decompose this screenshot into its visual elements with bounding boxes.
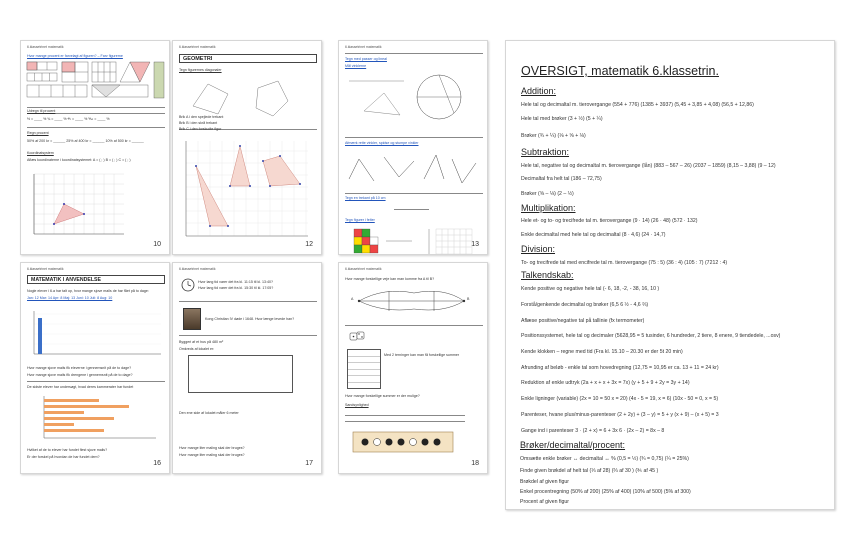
coordinate-grid xyxy=(29,169,129,239)
horizontal-bar-figure xyxy=(26,393,166,443)
subheading: Tegn med passer og lineal xyxy=(345,57,387,61)
subheading: Tegn figurernes diagonaler xyxy=(179,68,222,72)
task-line: Hvor mange forskellige summer er der mulige? xyxy=(345,394,420,398)
angles-figure xyxy=(344,149,484,189)
section-heading-multiplikation: Multiplikation: xyxy=(521,203,576,213)
subheading: Koordinatsystem xyxy=(27,151,54,155)
task-line: Hvilket af de to elever har fundet flest sjove mails? xyxy=(27,448,108,452)
task-line: Byggeri af et hus på 480 m² xyxy=(179,340,224,344)
page-number: 18 xyxy=(471,460,479,467)
sum-table xyxy=(347,349,381,389)
brok-item: Procent af given figur xyxy=(520,499,570,505)
section-heading-brok-visible: Brøker/decimaltal/procent: xyxy=(520,440,626,450)
section-heading-addition: Addition: xyxy=(521,86,557,96)
brok-item: Finde given brøkdel af helt tal (⅓ af 28) (⅔ af 30 ) (⅗ af 45 ) xyxy=(520,468,659,474)
division-item: To- og trecifrede tal med encifrede tal m. tierovergange (75 : 5) (36 : 4) (105 : 7) (7212 : 4) xyxy=(521,260,728,266)
cube-figure xyxy=(344,226,484,255)
page-number: 17 xyxy=(305,460,313,467)
talkendskab-item: Gange ind i parenteser 3 · (2 + x) = 6 + 3x 6 · (2x – 2) = 8x – 8 xyxy=(521,428,665,434)
thumbnail-page-10[interactable] xyxy=(20,40,170,255)
multiplikation-item: Hele et- og to- og trecifrede tal m. tierovergange (9 · 14) (26 · 48) (572 · 132) xyxy=(521,218,698,224)
subheading: Afmærk rette vinkler, spidse og stumpe vinkler xyxy=(345,141,419,145)
section-title: Hvor mange procent er farvelagt af figuren? – Farv figurerne xyxy=(27,54,123,58)
page-header: 6.klassetrinet matematik xyxy=(179,45,216,49)
section-title: GEOMETRI xyxy=(183,56,213,62)
fraction-row: ½ = ____ % ¾ = ____ % ⅘ = ____ % ⅒ = ____ % xyxy=(27,117,110,121)
addition-item: Hele tal med brøker (3 + ½) (5 + ¼) xyxy=(521,116,603,122)
task-line: Hvor mange forskellige veje kan man komme fra A til B? xyxy=(345,277,435,281)
addition-item: Brøker (¾ + ¼) (⅛ + ⅝ + ⅛) xyxy=(521,133,586,139)
talkendskab-item: Parenteser, hvane plus/minus-parenteser (2 + 2y) + (3 – y) = 5 + y (x + 9) – (x + 5) = 3 xyxy=(521,412,719,418)
thumbnail-page-18[interactable] xyxy=(338,262,488,474)
room-figure xyxy=(188,355,293,393)
talkendskab-item: Kende positive og negative hele tal (- 6, 18, -2, - 38, 16, 10 ) xyxy=(521,286,660,292)
page-number: 10 xyxy=(153,241,161,248)
thumbnail-page-17[interactable] xyxy=(172,262,322,474)
intro-line: Nogle elever i 6.a har talt op, hvor mange sjove mails de har fået på to dage: xyxy=(27,289,149,293)
task-line: Den ene side af lokalet måler 6 meter xyxy=(179,411,239,415)
talkendskab-item: Aflæse positive/negative tal på tallinie (fx termometer) xyxy=(521,318,645,324)
months-line: Jan: 12 Mar: 14 Apr: 8 Maj: 13 Juni: 10 Juli: 8 Aug: 10 xyxy=(27,296,113,300)
subheading: Regn procent xyxy=(27,131,49,135)
task-line: Hvor lang tid varer det fra kl. 15:30 til kl. 17:05? xyxy=(198,286,274,290)
subtraktion-item: Brøker (⅝ – ⅛) (2 – ½) xyxy=(521,191,574,197)
brok-item: Omsætte enkle brøker ↔ decimaltal ↔ % (0,5 = ½) (¾ = 0,75) (¼ = 25%) xyxy=(520,456,689,462)
subtraktion-item: Hele tal, negative tal og decimaltal m. tierovergange (lån) (883 – 567 – 26) (2037 – 1859) (8,15 – 3,88) (9 – 12) xyxy=(521,163,776,169)
point-b-label: B xyxy=(467,297,470,301)
fraction-bars-figure xyxy=(26,61,166,101)
thumbnail-page-12[interactable] xyxy=(172,40,322,255)
page-header: 6.klassetrinet matematik xyxy=(345,45,382,49)
section-title-box xyxy=(179,54,317,63)
task-line: Hvor mange sjove mails fik drengene i gennemsnit på de to dage? xyxy=(27,373,133,377)
route-network-figure xyxy=(344,283,484,323)
task-line: Med 2 terninger kan man få forskellige summer xyxy=(384,353,460,357)
thumbnail-page-16[interactable] xyxy=(20,262,170,474)
overview-title: OVERSIGT, matematik 6.klassetrin. xyxy=(521,64,719,78)
dice-icon xyxy=(349,331,365,343)
task-line: Kong Christian IV døde i 1648. Hvor længe levede han? xyxy=(205,317,295,321)
task-line: Brik B i den skrå trekant xyxy=(179,121,218,125)
page-header: 6.klassetrinet matematik xyxy=(179,267,216,271)
section-heading-subtraktion: Subtraktion: xyxy=(521,147,570,157)
subheading: Tegn figurer i felter xyxy=(345,218,375,222)
talkendskab-item: Kende klokken – regne med tid (Fra kl. 15.10 – 20.30 er der 5t 20 min) xyxy=(521,349,683,355)
task-line: 50% af 200 kr = ______ 25% af 400 kr = ______ 10% af 500 kr = ______ xyxy=(27,139,144,143)
overview-page[interactable] xyxy=(505,40,835,510)
bar-chart-figure xyxy=(26,306,166,361)
brok-item: Brøkdel af given figur xyxy=(520,479,570,485)
page-header: 6.klassetrinet matematik xyxy=(27,267,64,271)
thumbnail-page-13[interactable] xyxy=(338,40,488,255)
portrait-image xyxy=(183,308,201,330)
page-number: 12 xyxy=(305,241,313,248)
subheading: Mål vinklerne xyxy=(345,64,367,68)
talkendskab-item: Positionssystemet, hele tal og decimaler (5628,95 = 5 tusinder, 6 hundreder, 2 tiere, 8 enere, 9 tiendedele, ...osv) xyxy=(521,333,781,339)
subheading: Sandsynlighed xyxy=(345,403,369,407)
circle-figure xyxy=(344,71,484,131)
multiplikation-item: Enkle decimaltal med hele tal og decimaltal (8 · 4,6) (24 · 14,7) xyxy=(521,232,666,238)
subheading: Udregn til procent xyxy=(27,109,56,113)
section-heading-division: Division: xyxy=(521,244,556,254)
task-line: Hvor mange liter maling skal der bruges? xyxy=(179,453,245,457)
clock-icon xyxy=(181,278,195,292)
section-title-box xyxy=(27,275,165,284)
talkendskab-item: Enkle ligninger (variable) (2x = 10 = 50 x = 20) (4x - 5 = 19, x = 6) (10x - 50 = 0, x = 5) xyxy=(521,396,719,402)
task-line: Aflæs koordinaterne i koordinatsystemet: A = ( ; ) B = ( ; ) C = ( ; ) xyxy=(27,158,131,162)
task-line: Omkreds af lokalet er: xyxy=(179,347,215,351)
page-number: 13 xyxy=(471,241,479,248)
triangle-grid xyxy=(178,136,318,246)
marbles-box-figure xyxy=(351,428,461,456)
talkendskab-item: Afrunding af beløb - enkle tal som hovedregning (12,75 = 10,95 er ca. 13 + 11 = 24 kr) xyxy=(521,365,719,371)
point-a-label: A xyxy=(351,297,354,301)
task-line: De sidste elever har undersøgt, hvad deres kammerater har fundet xyxy=(27,385,134,389)
task-line: Hvor mange liter maling skal der bruges? xyxy=(179,446,245,450)
subheading: Tegn en trekant på 10 cm xyxy=(345,196,386,200)
brok-item: Enkel procentregning (50% af 200) (25% af 400) (10% af 500) (5% af 300) xyxy=(520,489,691,495)
task-line: Er der forskel på hvordan de har fundet dem? xyxy=(27,455,100,459)
talkendskab-item: Reduktion af enkle udtryk (2a + x + x + 3x = 7x) (y + 5 + 9 + 2y = 3y + 14) xyxy=(521,380,690,386)
page-number: 16 xyxy=(153,460,161,467)
talkendskab-item: Forstå/genkende decimaltal og brøker (6,5 6 ½ - 4,6 ⅔) xyxy=(521,302,649,308)
section-heading-talkendskab: Talkendskab: xyxy=(521,270,574,280)
subtraktion-item: Decimaltal fra helt tal (186 – 72,75) xyxy=(521,176,602,182)
page-header: 6.klassetrinet matematik xyxy=(345,267,382,271)
page-header: 6.klassetrinet matematik xyxy=(27,45,64,49)
task-line: Hvor lang tid varer det fra kl. 11:15 til kl. 13:40? xyxy=(198,280,274,284)
addition-item: Hele tal og decimaltal m. tierovergange (554 + 776) (1385 + 3937) (5,45 + 3,85 + 4,08) (56,5 + 12,86) xyxy=(521,102,754,108)
section-title: MATEMATIK I ANVENDELSE xyxy=(31,277,101,283)
task-line: Brik C i den forskudte figur xyxy=(179,127,222,131)
task-line: Brik A i den spejlede trekant xyxy=(179,115,224,119)
task-line: Hvor mange sjove mails fik eleverne i gennemsnit på de to dage? xyxy=(27,366,132,370)
